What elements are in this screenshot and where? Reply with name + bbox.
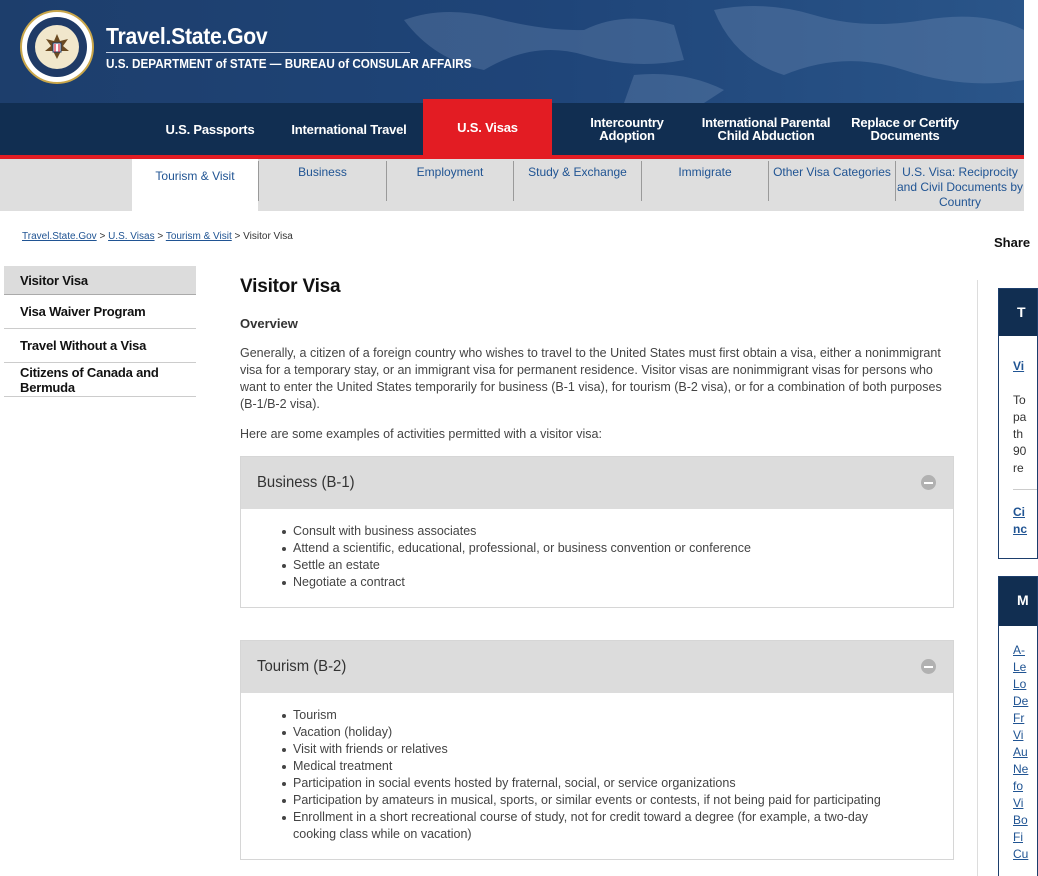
main-nav-replace-or-certify-documents[interactable]: Replace or Certify Documents [851,115,959,143]
list-item: Enrollment in a short recreational course of study, not for credit toward a degree (for example, a two-day cooking class while on vacation) [293,809,953,843]
title-divider [106,52,410,53]
sub-nav-study-exchange[interactable]: Study & Exchange [528,165,627,179]
tourism-activities-list [241,693,953,859]
right-rail-box-1 [998,288,1038,559]
breadcrumb-us-visas[interactable]: U.S. Visas [108,231,155,242]
state-department-seal-icon[interactable] [20,10,94,84]
list-item: Consult with business associates [293,523,953,540]
collapse-minus-icon[interactable] [921,659,936,674]
rail-box-link[interactable]: nc [1013,522,1028,536]
sub-nav-reciprocity-civil-documents[interactable]: U.S. Visa: Reciprocity and Civil Documents by Country [896,165,1024,209]
breadcrumb-current: Visitor Visa [243,231,293,242]
main-navigation [0,103,1024,155]
rail-box-text: re [1013,461,1024,475]
page-title: Visitor Visa [240,276,341,297]
rail-link[interactable]: Au [1013,745,1028,759]
accordion-business-b1 [240,456,954,608]
sub-nav-business[interactable]: Business [298,165,347,179]
list-item: Participation by amateurs in musical, sports, or similar events or contests, if not being paid for participating [293,792,953,809]
left-nav-citizens-canada-bermuda[interactable]: Citizens of Canada and Bermuda [4,363,196,397]
collapse-minus-icon[interactable] [921,475,936,490]
rail-box-text: pa [1013,410,1027,424]
rail-box-text: To [1013,393,1026,407]
accordion-header-tourism[interactable] [241,641,953,693]
overview-heading: Overview [240,316,298,331]
breadcrumb-separator: > [234,231,241,242]
rail-link[interactable]: Cu [1013,847,1029,861]
rail-link[interactable]: Lo [1013,677,1027,691]
breadcrumb [22,231,293,242]
list-item: Visit with friends or relatives [293,741,953,758]
rail-box-heading: T [999,289,1037,336]
list-item: Attend a scientific, educational, professional, or business convention or conference [293,540,953,557]
list-item: Negotiate a contract [293,574,953,591]
rail-box-text: 90 [1013,444,1027,458]
rail-link[interactable]: A- [1013,643,1025,657]
sub-nav-tourism-visit[interactable]: Tourism & Visit [132,159,258,212]
share-label[interactable]: Share [994,235,1031,250]
left-nav-visa-waiver-program[interactable]: Visa Waiver Program [4,295,196,329]
rail-link[interactable]: Vi [1013,796,1024,810]
left-nav-travel-without-a-visa[interactable]: Travel Without a Visa [4,329,196,363]
sub-nav-other-visa-categories[interactable]: Other Visa Categories [773,165,891,179]
list-item: Tourism [293,707,953,724]
examples-intro: Here are some examples of activities permitted with a visitor visa: [240,427,602,441]
breadcrumb-separator: > [99,231,106,242]
site-title[interactable]: Travel.State.Gov [106,23,268,49]
breadcrumb-separator: > [157,231,164,242]
rail-link[interactable]: Ne [1013,762,1029,776]
business-activities-list [241,509,953,607]
right-rail-divider [977,280,978,876]
list-item: Settle an estate [293,557,953,574]
sub-nav-immigrate[interactable]: Immigrate [678,165,732,179]
main-nav-us-visas[interactable]: U.S. Visas [423,99,552,155]
rail-link[interactable]: Fi [1013,830,1023,844]
sub-navigation [0,159,1024,211]
accordion-title: Tourism (B-2) [257,658,347,675]
overview-paragraph: Generally, a citizen of a foreign country who wishes to travel to the United States must first obtain a visa, either a nonimmigrant visa for a temporary stay, or an immigrant visa for permanent residence. Visitor visas are nonimmigrant visas for persons who want to enter the United States temporarily for business (B-1 visa), for tourism (B-2 visa), or for a combination of both purposes (B-1/B-2 visa). [240,346,942,411]
rail-link[interactable]: De [1013,694,1029,708]
rail-box-link[interactable]: Vi [1013,359,1025,373]
accordion-tourism-b2 [240,640,954,860]
breadcrumb-travel-state-gov[interactable]: Travel.State.Gov [22,231,97,242]
main-content [240,276,954,441]
list-item: Medical treatment [293,758,953,775]
list-item: Participation in social events hosted by fraternal, social, or service organizations [293,775,953,792]
main-nav-international-parental-child-abduction[interactable]: International Parental Child Abduction [701,115,831,143]
accordion-header-business[interactable] [241,457,953,509]
rail-link[interactable]: Fr [1013,711,1025,725]
rail-link[interactable]: Bo [1013,813,1028,827]
left-nav-visitor-visa[interactable]: Visitor Visa [4,266,196,295]
rail-link[interactable]: Vi [1013,728,1024,742]
breadcrumb-tourism-visit[interactable]: Tourism & Visit [165,231,232,242]
rail-link[interactable]: fo [1013,779,1024,793]
site-subtitle: U.S. DEPARTMENT of STATE — BUREAU of CONSULAR AFFAIRS [106,56,472,71]
right-rail-box-2 [998,576,1038,876]
list-item: Vacation (holiday) [293,724,953,741]
main-nav-international-travel[interactable]: International Travel [291,121,407,137]
accordion-title: Business (B-1) [257,474,355,491]
main-nav-intercountry-adoption[interactable]: Intercountry Adoption [590,115,664,143]
rail-box-text: th [1013,427,1024,441]
sub-nav-employment[interactable]: Employment [416,165,484,179]
rail-box-heading: M [999,577,1037,626]
site-header [0,0,1024,103]
rail-link[interactable]: Le [1013,660,1027,674]
main-nav-us-passports[interactable]: U.S. Passports [165,121,255,137]
rail-box-divider [1013,489,1037,490]
world-map-background [384,0,1024,103]
left-navigation [4,266,196,397]
rail-box-link[interactable]: Ci [1013,505,1025,519]
